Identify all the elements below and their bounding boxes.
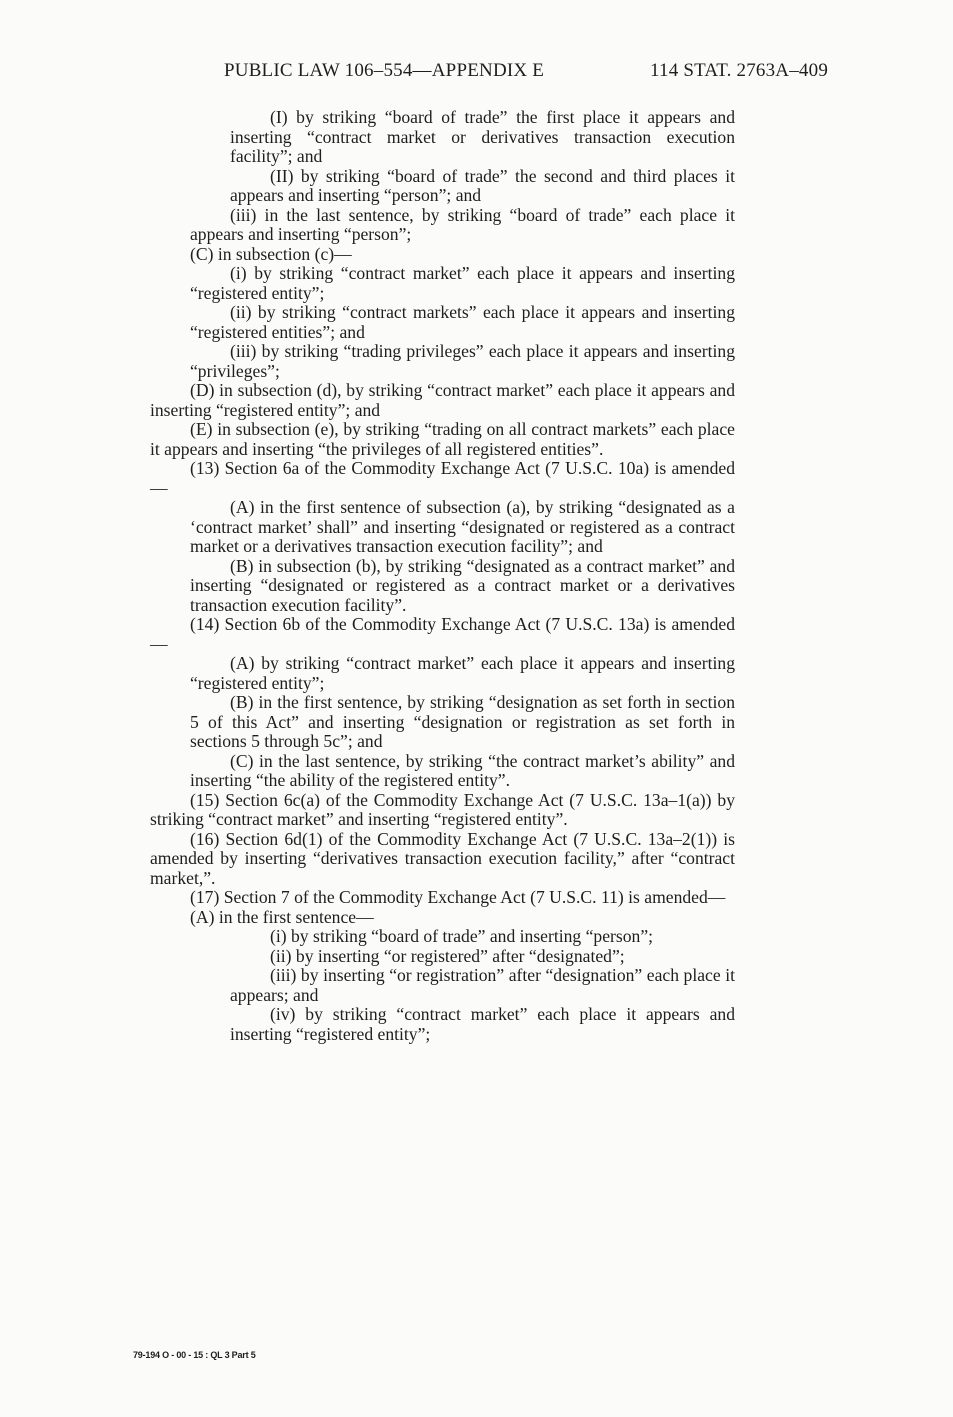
- paragraph: (A) in the first sentence of subsection (a), by striking “designated as a ‘contract market’ shall” and inserting “designated or registered as a contract market or a derivatives transaction execution facility”; and: [190, 497, 735, 556]
- paragraph: (D) in subsection (d), by striking “contract market” each place it appears and inserting “registered entity”; and: [150, 380, 735, 420]
- paragraph: (i) by striking “contract market” each place it appears and inserting “registered entity”;: [190, 263, 735, 303]
- paragraph: (ii) by striking “contract markets” each place it appears and inserting “registered entities”; and: [190, 302, 735, 342]
- document-body: [150, 108, 735, 1044]
- paragraph: (17) Section 7 of the Commodity Exchange Act (7 U.S.C. 11) is amended—: [190, 887, 726, 907]
- paragraph: (B) in subsection (b), by striking “designated as a contract market” and inserting “designated or registered as a contract market or a derivatives transaction execution facility”.: [190, 555, 735, 615]
- paragraph: (iii) by striking “trading privileges” each place it appears and inserting “privileges”;: [190, 341, 735, 381]
- paragraph: (C) in subsection (c)—: [190, 243, 352, 264]
- paragraph: (iii) in the last sentence, by striking “board of trade” each place it appears and inserting “person”;: [190, 204, 735, 244]
- paragraph: (A) by striking “contract market” each place it appears and inserting “registered entity”;: [190, 653, 735, 693]
- paragraph: (I) by striking “board of trade” the first place it appears and inserting “contract market or derivatives transaction execution facility”; and: [230, 107, 735, 166]
- paragraph: (ii) by inserting “or registered” after “designated”;: [270, 945, 625, 966]
- print-job-footer: 79-194 O - 00 - 15 : QL 3 Part 5: [133, 1350, 256, 1360]
- paragraph: (13) Section 6a of the Commodity Exchange Act (7 U.S.C. 10a) is amended—: [150, 458, 735, 498]
- paragraph: (C) in the last sentence, by striking “the contract market’s ability” and inserting “the ability of the registered entity”.: [190, 750, 735, 790]
- paragraph: (II) by striking “board of trade” the second and third places it appears and inserting “person”; and: [230, 165, 735, 205]
- paragraph: (15) Section 6c(a) of the Commodity Exchange Act (7 U.S.C. 13a–1(a)) by striking “contract market” and inserting “registered entity”.: [150, 789, 735, 829]
- paragraph: (i) by striking “board of trade” and inserting “person”;: [270, 926, 654, 946]
- header-law-title: PUBLIC LAW 106–554—APPENDIX E: [224, 60, 545, 81]
- running-header: [0, 60, 953, 84]
- header-stat-page: 114 STAT. 2763A–409: [650, 60, 829, 81]
- paragraph: (16) Section 6d(1) of the Commodity Exchange Act (7 U.S.C. 13a–2(1)) is amended by inserting “derivatives transaction execution facility,” after “contract market,”.: [150, 828, 735, 888]
- paragraph: (iii) by inserting “or registration” after “designation” each place it appears; and: [230, 965, 735, 1005]
- paragraph: (A) in the first sentence—: [190, 906, 374, 927]
- paragraph: (E) in subsection (e), by striking “trading on all contract markets” each place it appears and inserting “the privileges of all registered entities”.: [150, 419, 735, 459]
- paragraph: (iv) by striking “contract market” each place it appears and inserting “registered entity”;: [230, 1004, 735, 1044]
- paragraph: (14) Section 6b of the Commodity Exchange Act (7 U.S.C. 13a) is amended—: [150, 614, 735, 654]
- paragraph: (B) in the first sentence, by striking “designation as set forth in section 5 of this Act” and inserting “designation or registration as set forth in sections 5 through 5c”; and: [190, 692, 735, 751]
